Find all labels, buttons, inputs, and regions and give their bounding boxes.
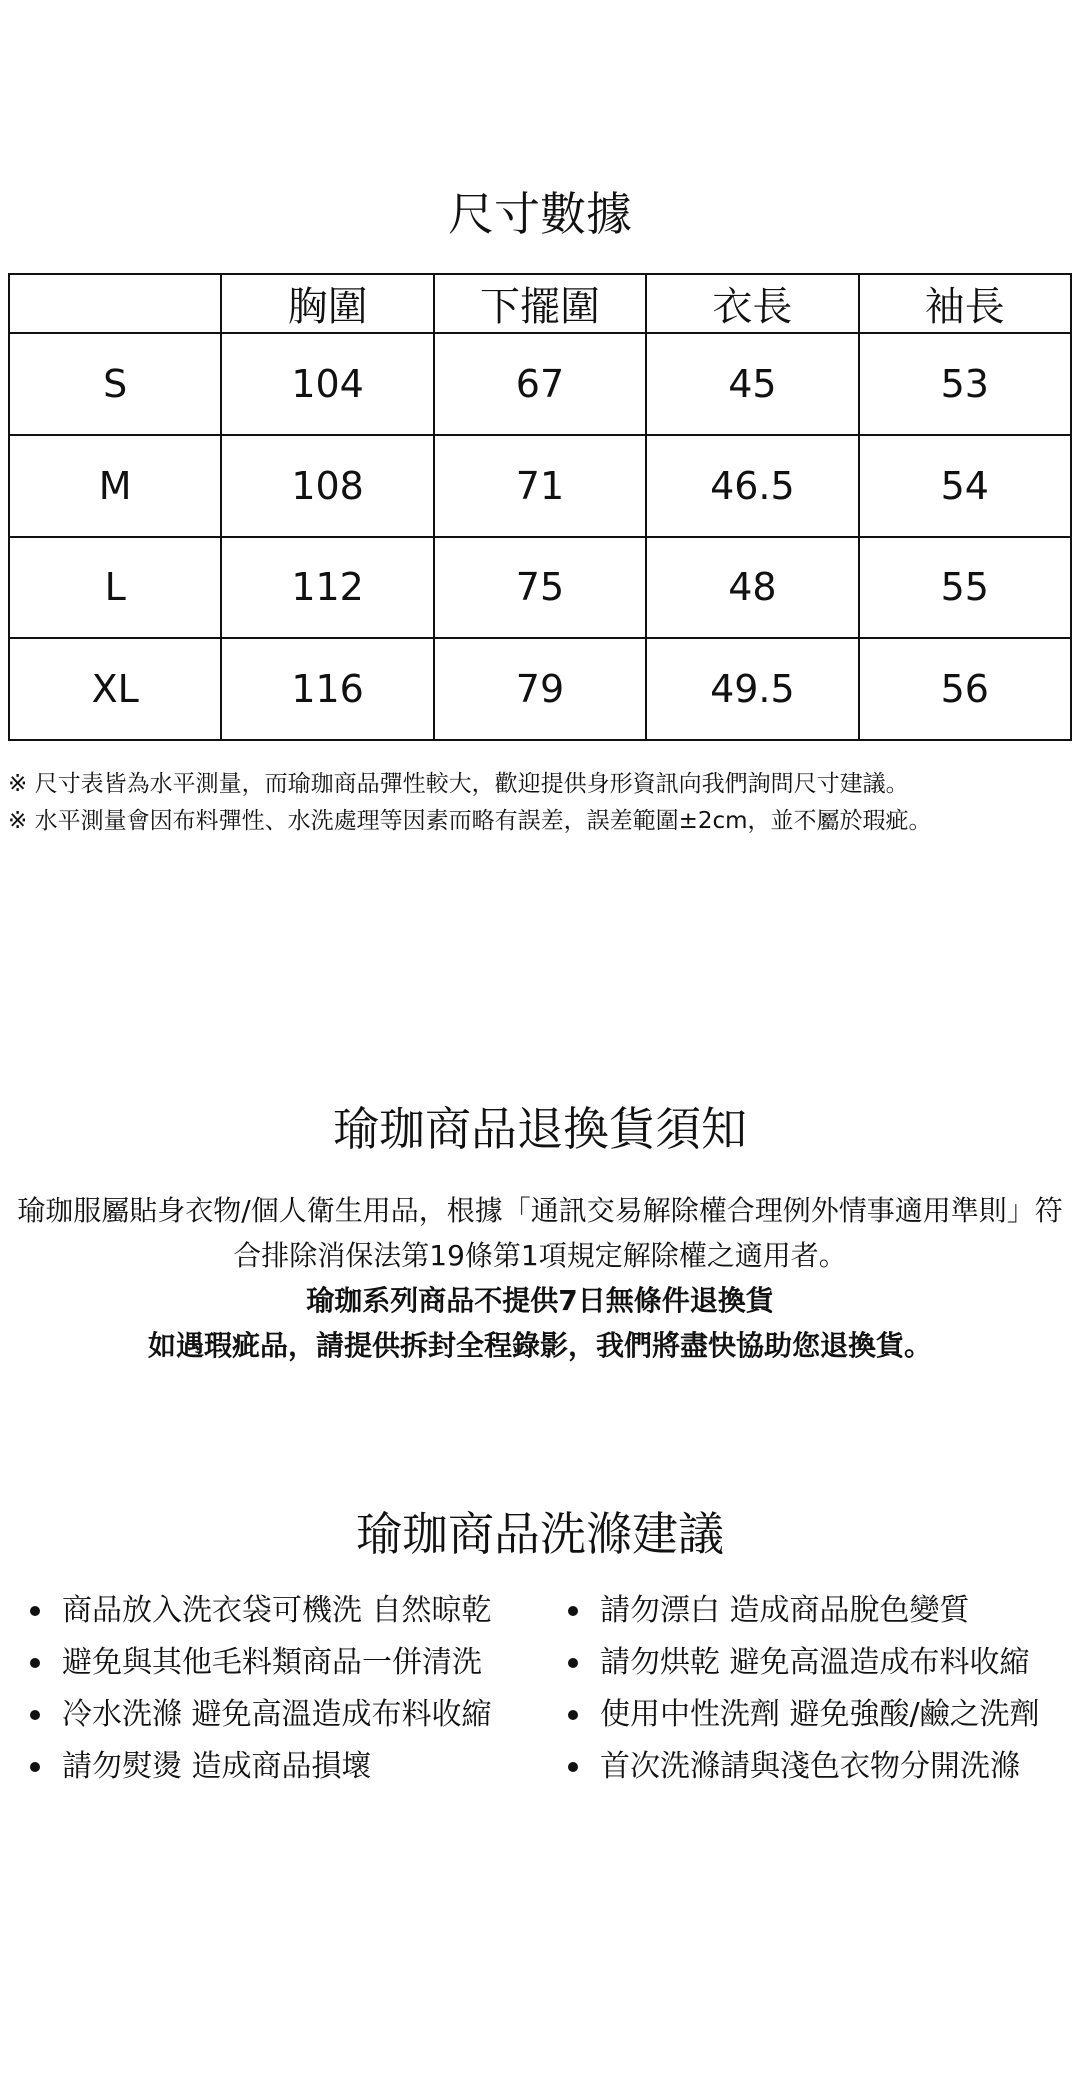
list-item-text: 使用中性洗劑 避免強酸/鹼之洗劑 [600,1697,1040,1732]
size-cell: XL [9,638,221,740]
size-cell: M [9,435,221,537]
size-cell: S [9,333,221,435]
list-item-text: 避免與其他毛料類商品一併清洗 [62,1645,482,1680]
list-item [20,1741,558,1793]
sleeve-cell: 56 [859,638,1071,740]
bullet-dot-icon [568,1606,578,1616]
return-policy-title: 瑜珈商品退換貨須知 [333,1102,747,1156]
list-item-text: 請勿烘乾 避免高溫造成布料收縮 [600,1645,1030,1680]
size-cell: L [9,537,221,639]
length-cell: 45 [646,333,858,435]
sleeve-cell: 54 [859,435,1071,537]
bullet-dot-icon [30,1658,40,1668]
hem-cell: 67 [434,333,646,435]
hem-cell: 79 [434,638,646,740]
list-item [558,1585,1076,1637]
header-cell-hem: 下擺圍 [434,274,646,333]
list-item-text: 冷水洗滌 避免高溫造成布料收縮 [62,1697,492,1732]
list-item-text: 商品放入洗衣袋可機洗 自然晾乾 [62,1593,492,1628]
table-row [9,638,1071,740]
header-cell-length: 衣長 [646,274,858,333]
list-item [20,1585,558,1637]
table-row [9,435,1071,537]
bullet-dot-icon [30,1762,40,1772]
list-item [20,1689,558,1741]
bullet-dot-icon [568,1658,578,1668]
size-note: ※ 水平測量會因布料彈性、水洗處理等因素而略有誤差，誤差範圍±2cm，並不屬於瑕疵。 [8,808,932,834]
list-item-text: 首次洗滌請與淺色衣物分開洗滌 [600,1749,1020,1784]
list-item [558,1741,1076,1793]
size-chart-title: 尺寸數據 [448,187,632,241]
length-cell: 48 [646,537,858,639]
chest-cell: 112 [221,537,433,639]
washing-list [20,1585,1076,1793]
size-notes [8,766,1076,840]
bullet-dot-icon [30,1710,40,1720]
sleeve-cell: 53 [859,333,1071,435]
table-row [9,333,1071,435]
return-policy-paragraph: 瑜珈服屬貼身衣物/個人衛生用品，根據「通訊交易解除權合理例外情事適用準則」符合排除消保法第19條第1項規定解除權之適用者。 [17,1194,1063,1272]
header-cell-empty [9,274,221,333]
size-table-header-row [9,274,1071,333]
list-item-text: 請勿漂白 造成商品脫色變質 [600,1593,970,1628]
list-item [558,1637,1076,1689]
list-item [558,1689,1076,1741]
return-policy-emphasis: 如遇瑕疵品，請提供拆封全程錄影，我們將盡快協助您退換貨。 [147,1329,932,1362]
sleeve-cell: 55 [859,537,1071,639]
bullet-dot-icon [568,1710,578,1720]
list-item [20,1637,558,1689]
hem-cell: 75 [434,537,646,639]
header-cell-chest: 胸圍 [221,274,433,333]
table-row [9,537,1071,639]
header-cell-sleeve: 袖長 [859,274,1071,333]
return-policy-body [10,1188,1070,1368]
washing-title: 瑜珈商品洗滌建議 [356,1507,724,1561]
size-table [8,273,1072,741]
list-item-text: 請勿熨燙 造成商品損壞 [62,1749,372,1784]
chest-cell: 116 [221,638,433,740]
bullet-dot-icon [30,1606,40,1616]
hem-cell: 71 [434,435,646,537]
length-cell: 49.5 [646,638,858,740]
return-policy-emphasis: 瑜珈系列商品不提供7日無條件退換貨 [306,1284,774,1317]
bullet-dot-icon [568,1762,578,1772]
size-note: ※ 尺寸表皆為水平測量，而瑜珈商品彈性較大，歡迎提供身形資訊向我們詢問尺寸建議。 [8,771,909,797]
chest-cell: 108 [221,435,433,537]
chest-cell: 104 [221,333,433,435]
length-cell: 46.5 [646,435,858,537]
